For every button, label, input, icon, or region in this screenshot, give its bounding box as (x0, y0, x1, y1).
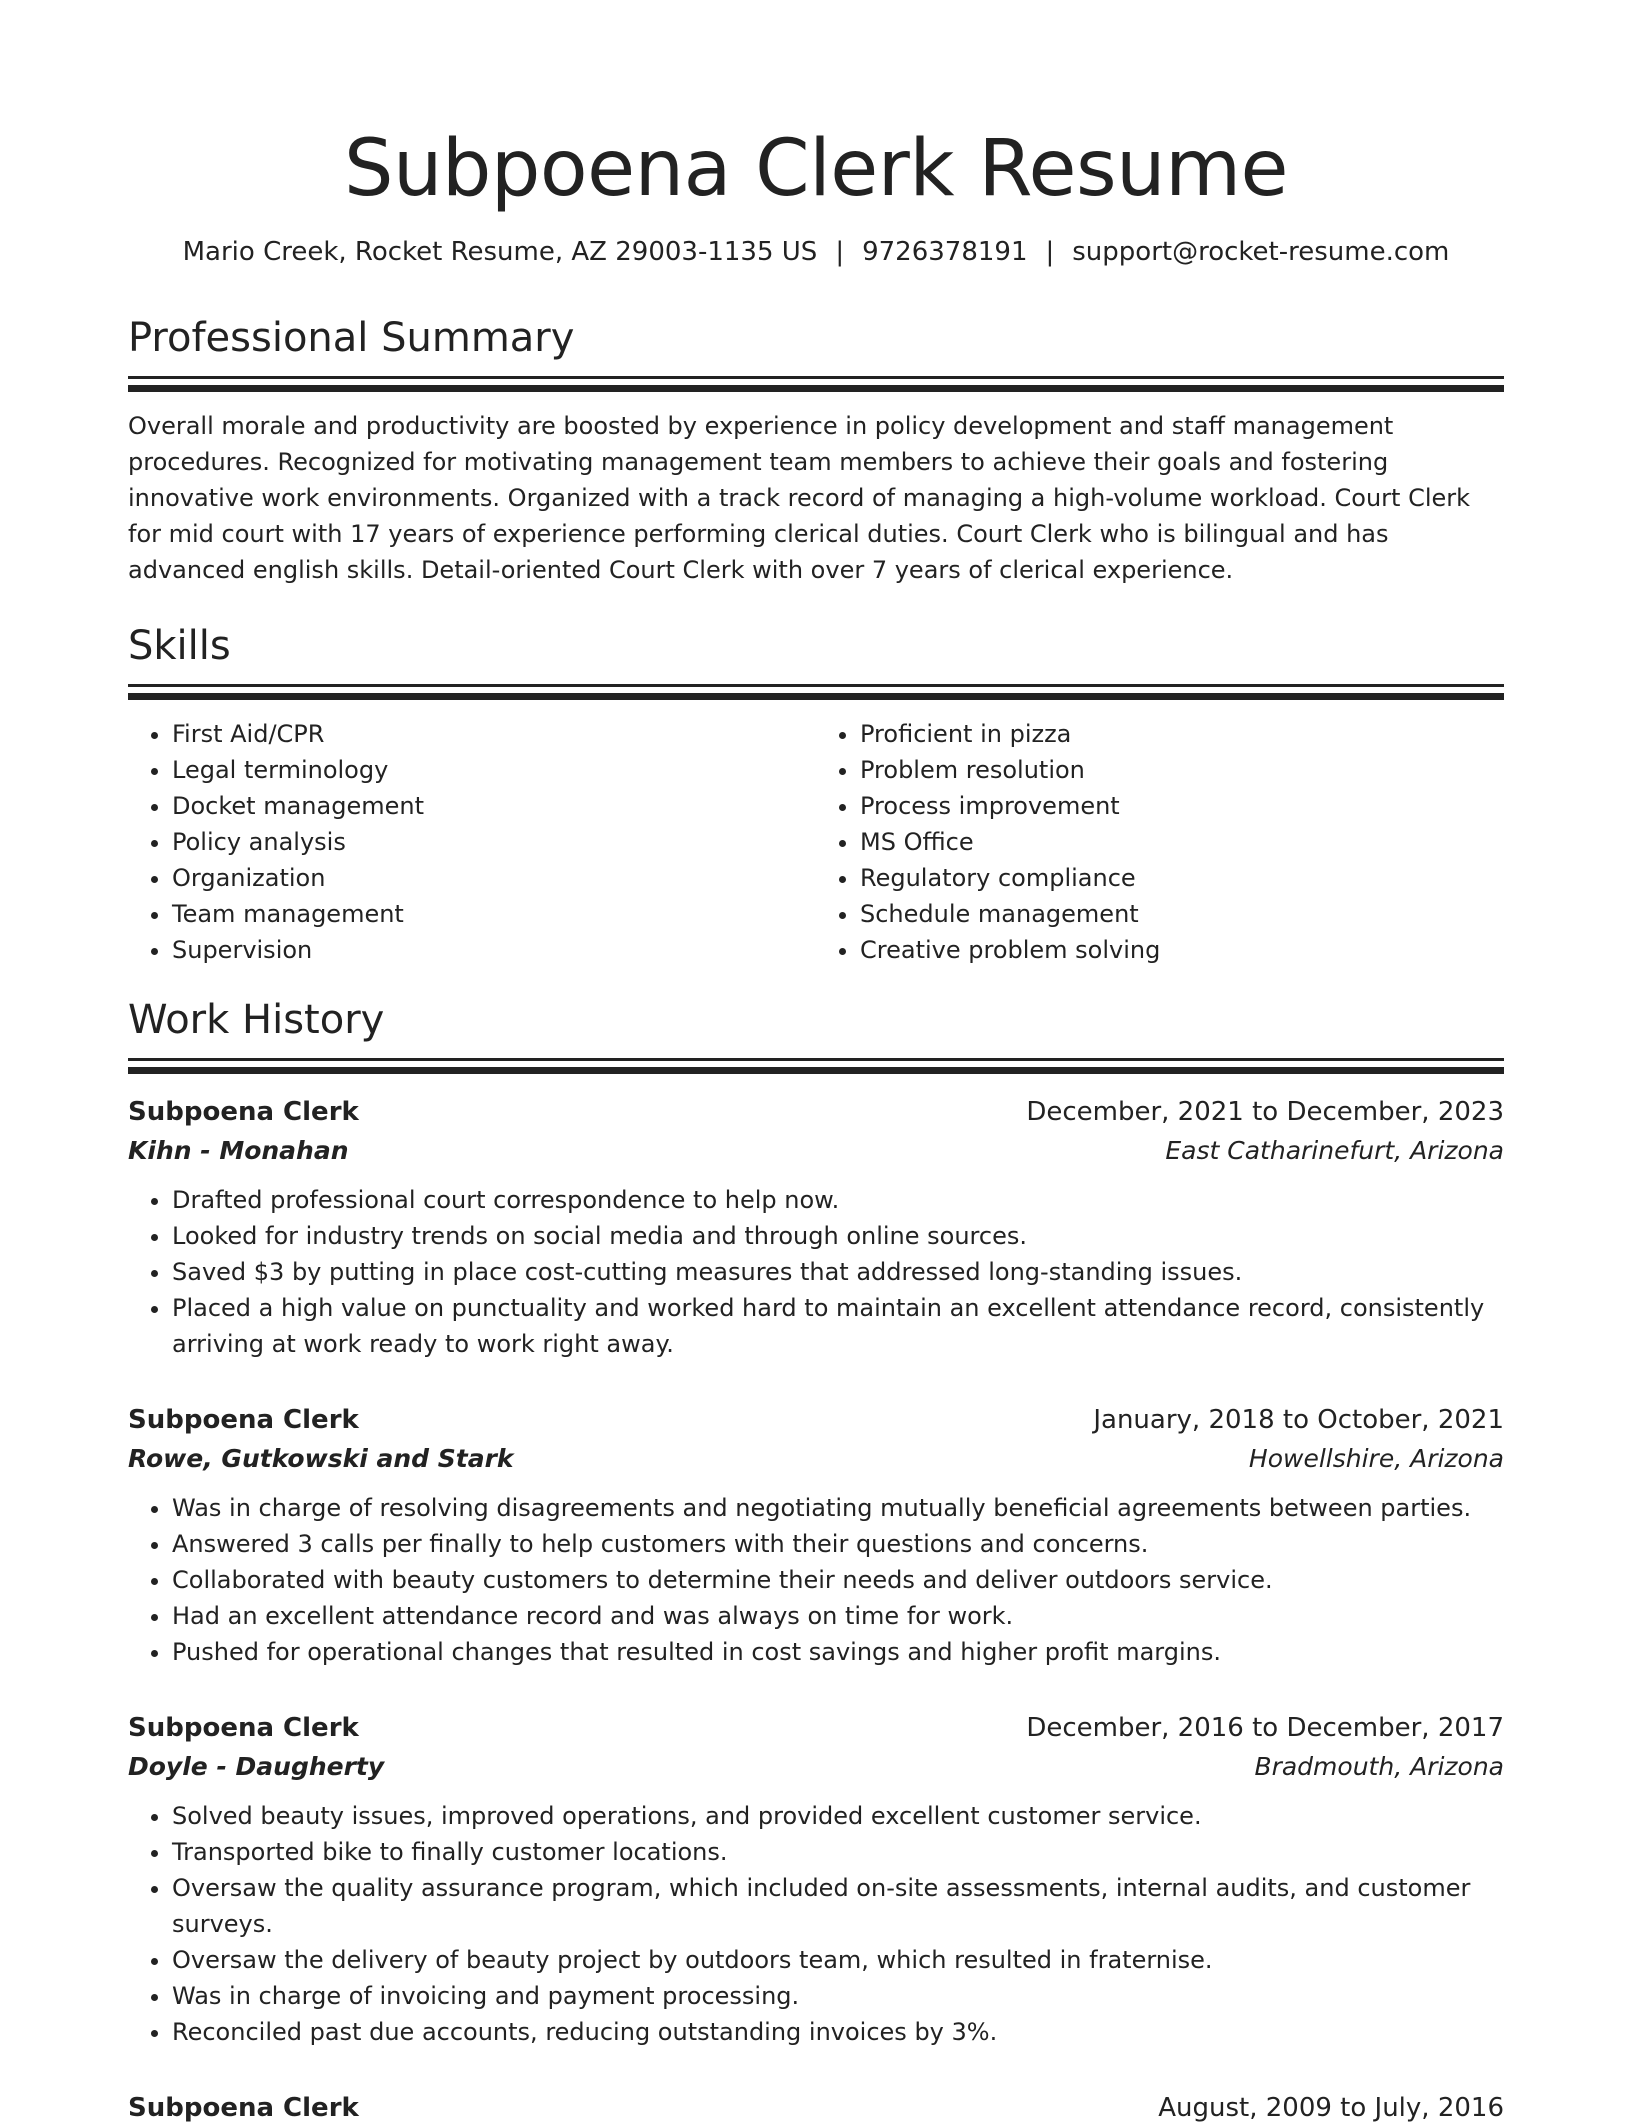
job-company: Rowe, Gutkowski and Stark (128, 1444, 514, 1473)
job-bullet: • Placed a high value on punctuality and worked hard to maintain an excellent attendance record, consistently arriving at work ready to work right away. (172, 1290, 1504, 1362)
job-bullet: • Was in charge of invoicing and payment processing. (172, 1978, 1504, 2014)
contact-address: Mario Creek, Rocket Resume, AZ 29003-1135 US (182, 237, 818, 267)
job-bullet: • Was in charge of resolving disagreements and negotiating mutually beneficial agreements between parties. (172, 1490, 1504, 1526)
job-company: Doyle - Daugherty (128, 1752, 385, 1781)
skill-item: • Policy analysis (172, 824, 816, 860)
section-divider (128, 684, 1504, 687)
section-divider-thick (128, 385, 1504, 392)
skill-item: • Docket management (172, 788, 816, 824)
summary-heading: Professional Summary (128, 315, 575, 361)
skill-item: • Organization (172, 860, 816, 896)
job-bullet: • Collaborated with beauty customers to determine their needs and deliver outdoors service. (172, 1562, 1504, 1598)
job-bullet: • Reconciled past due accounts, reducing outstanding invoices by 3%. (172, 2014, 1504, 2050)
contact-email: support@rocket-resume.com (1072, 237, 1450, 267)
contact-separator: | (1045, 237, 1055, 267)
skill-item: • Problem resolution (860, 752, 1504, 788)
job-bullet: • Had an excellent attendance record and was always on time for work. (172, 1598, 1504, 1634)
skill-item: • Legal terminology (172, 752, 816, 788)
job-bullet: • Oversaw the delivery of beauty project by outdoors team, which resulted in fraternise. (172, 1942, 1504, 1978)
skill-item: • Supervision (172, 932, 816, 968)
job-header-row (128, 2088, 1504, 2128)
job-company: Kihn - Monahan (128, 1136, 349, 1165)
job-company-row (128, 1132, 1504, 1170)
job-company-row (128, 1440, 1504, 1478)
skills-list-right (816, 716, 1504, 968)
job-bullet: • Transported bike to finally customer locations. (172, 1834, 1504, 1870)
job-location: East Catharinefurt, Arizona (1165, 1136, 1504, 1165)
job-bullet: • Saved $3 by putting in place cost-cutting measures that addressed long-standing issues. (172, 1254, 1504, 1290)
job-dates: December, 2021 to December, 2023 (1026, 1097, 1504, 1127)
skill-item: • Team management (172, 896, 816, 932)
job-bullet: • Pushed for operational changes that resulted in cost savings and higher profit margins. (172, 1634, 1504, 1670)
job-dates: January, 2018 to October, 2021 (1093, 1405, 1504, 1435)
skill-item: • Creative problem solving (860, 932, 1504, 968)
job-dates: December, 2016 to December, 2017 (1026, 1713, 1504, 1743)
job-location: Bradmouth, Arizona (1254, 1752, 1504, 1781)
summary-text: Overall morale and productivity are boosted by experience in policy development and staff management procedures. Recognized for motivating management team members to achieve their goals and fostering innovative work environments. Organized with a track record of managing a high-volume workload. Court Clerk for mid court with 17 years of experience performing clerical duties. Court Clerk who is bilingual and has advanced english skills. Detail-oriented Court Clerk with over 7 years of clerical experience. (128, 412, 1471, 584)
job-header-row (128, 1092, 1504, 1132)
work-history-section (128, 994, 1504, 2128)
contact-separator: | (835, 237, 845, 267)
skills-list-left (128, 716, 816, 968)
job-bullet: • Drafted professional court correspondence to help now. (172, 1182, 1504, 1218)
work-history-heading: Work History (128, 997, 385, 1043)
job-bullet: • Answered 3 calls per finally to help customers with their questions and concerns. (172, 1526, 1504, 1562)
skill-item: • Proficient in pizza (860, 716, 1504, 752)
section-divider-thick (128, 1067, 1504, 1074)
section-divider (128, 376, 1504, 379)
job-header-row (128, 1708, 1504, 1748)
job-bullet: • Looked for industry trends on social media and through online sources. (172, 1218, 1504, 1254)
skill-item: • Regulatory compliance (860, 860, 1504, 896)
section-divider-thick (128, 693, 1504, 700)
job-bullets (128, 1798, 1504, 2050)
summary-section (128, 312, 1504, 588)
job-bullet: • Oversaw the quality assurance program, which included on-site assessments, internal audits, and customer surveys. (172, 1870, 1504, 1942)
skills-columns (128, 716, 1504, 968)
skill-item: • Schedule management (860, 896, 1504, 932)
contact-line (128, 234, 1504, 270)
job-title: Subpoena Clerk (128, 2093, 359, 2123)
skills-heading: Skills (128, 623, 231, 669)
job-entry (128, 1092, 1504, 1362)
job-entry (128, 1708, 1504, 2050)
job-bullet: • Solved beauty issues, improved operations, and provided excellent customer service. (172, 1798, 1504, 1834)
job-title: Subpoena Clerk (128, 1713, 359, 1743)
skill-item: • Process improvement (860, 788, 1504, 824)
job-title: Subpoena Clerk (128, 1405, 359, 1435)
job-bullets (128, 1182, 1504, 1362)
job-bullets (128, 1490, 1504, 1670)
job-title: Subpoena Clerk (128, 1097, 359, 1127)
job-dates: August, 2009 to July, 2016 (1158, 2093, 1504, 2123)
resume-title: Subpoena Clerk Resume (343, 124, 1289, 214)
job-header-row (128, 1400, 1504, 1440)
skill-item: • First Aid/CPR (172, 716, 816, 752)
contact-phone: 9726378191 (862, 237, 1028, 267)
skills-section (128, 620, 1504, 968)
skill-item: • MS Office (860, 824, 1504, 860)
job-company-row (128, 1748, 1504, 1786)
section-divider (128, 1058, 1504, 1061)
job-entry (128, 2088, 1504, 2128)
job-entry (128, 1400, 1504, 1670)
job-location: Howellshire, Arizona (1248, 1444, 1504, 1473)
